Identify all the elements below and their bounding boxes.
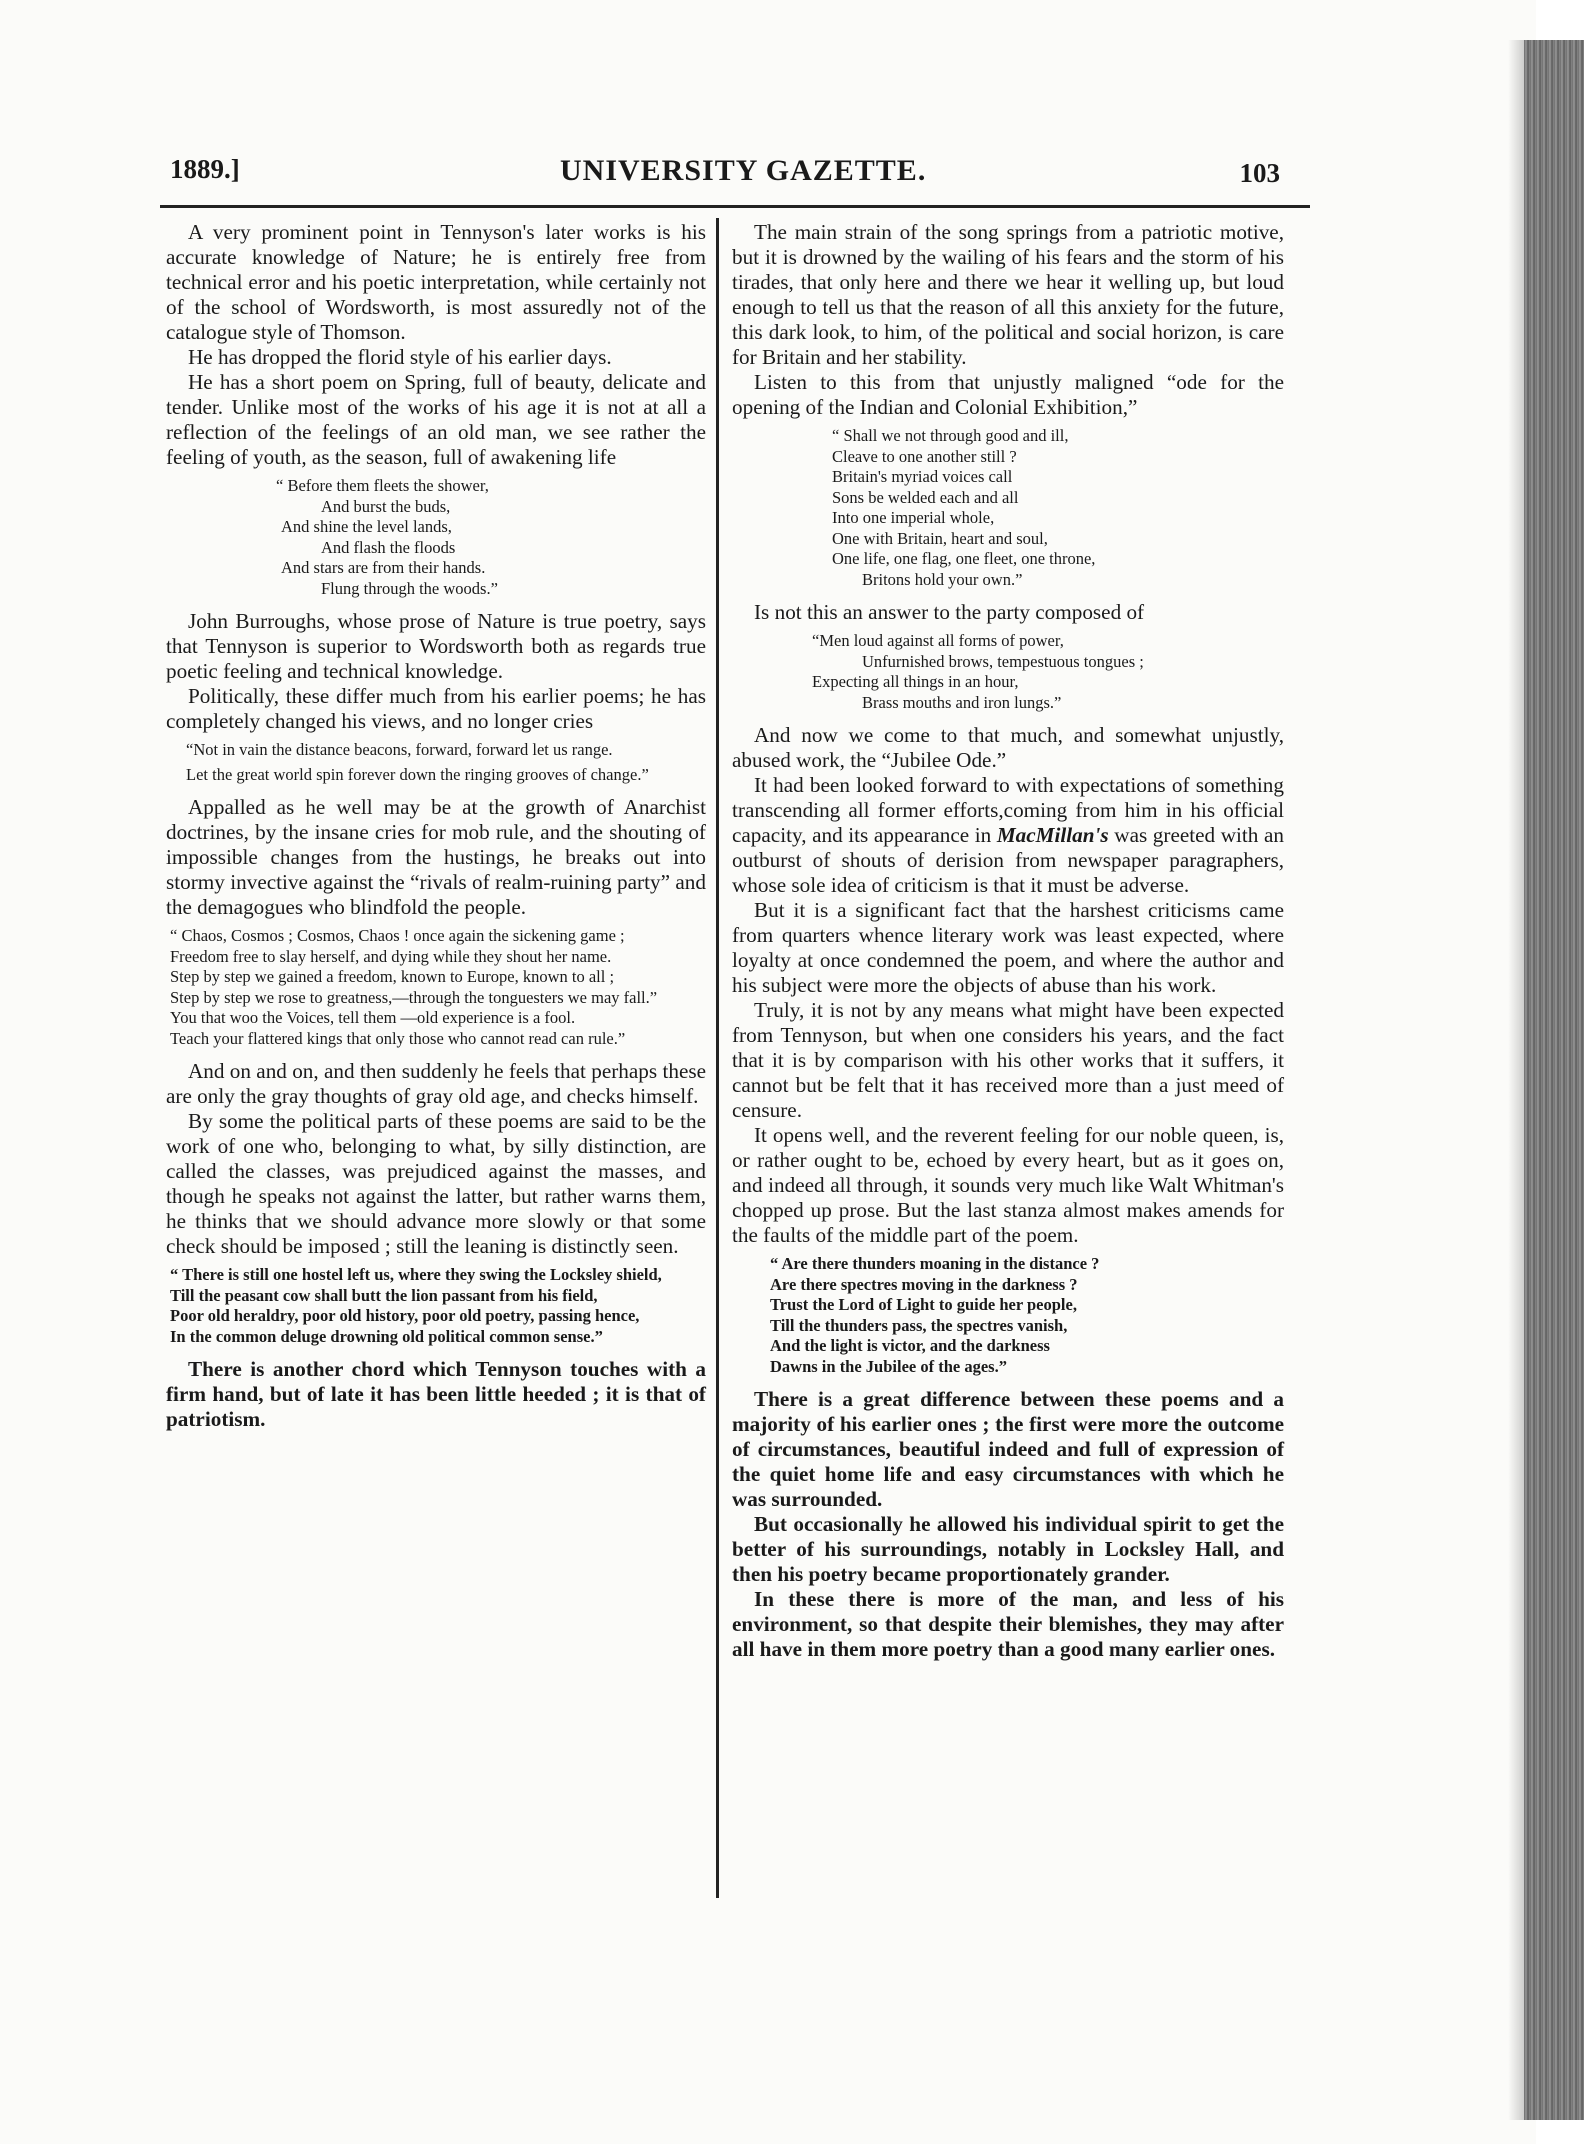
paragraph: And now we come to that much, and somewhat unjustly, abused work, the “Jubilee Ode.” — [732, 723, 1284, 772]
poem-quote — [166, 926, 706, 1049]
poem-line: In the common deluge drowning old political common sense.” — [170, 1326, 603, 1346]
paragraph — [732, 773, 1284, 898]
poem-line: Dawns in the Jubilee of the ages.” — [770, 1356, 1007, 1376]
poem-quote — [166, 476, 706, 599]
header-year: 1889.] — [170, 154, 240, 184]
poem-line: Step by step we rose to greatness,—through the tonguesters we may fall.” — [170, 987, 658, 1007]
poem-line: Expecting all things in an hour, — [812, 672, 1019, 691]
poem-line: Into one imperial whole, — [832, 508, 995, 527]
paragraph: But it is a significant fact that the harshest criticisms came from quarters whence literary work was least expected, where loyalty at once condemned the poem, and where the author and his subject were more the objects of abuse than his work. — [732, 898, 1284, 997]
poem-quote — [166, 1265, 706, 1347]
poem-line: Brass mouths and iron lungs.” — [862, 692, 1062, 712]
poem-line: And burst the buds, — [321, 496, 451, 516]
paragraph: By some the political parts of these poems are said to be the work of one who, belonging to what, by silly distinction, are called the classes, was prejudiced against the masses, and though he speaks not against the latter, but rather warns them, he thinks that we should advance more slowly or that some check should be imposed ; still the leaning is distinctly seen. — [166, 1109, 706, 1258]
poem-quote — [732, 631, 1284, 713]
poem-line: Flung through the woods.” — [321, 578, 498, 598]
paragraph: Listen to this from that unjustly maligned “ode for the opening of the Indian and Colonial Exhibition,” — [732, 370, 1284, 419]
poem-line: “Men loud against all forms of power, — [812, 631, 1064, 650]
poem-line: And stars are from their hands. — [281, 558, 486, 577]
poem-line: Britain's myriad voices call — [832, 467, 1013, 486]
poem-line: You that woo the Voices, tell them —old experience is a fool. — [170, 1008, 576, 1027]
poem-line: Till the peasant cow shall butt the lion passant from his field, — [170, 1285, 598, 1305]
paragraph: He has dropped the florid style of his earlier days. — [188, 345, 612, 369]
poem-line: “Not in vain the distance beacons, forward, forward let us range. — [186, 740, 613, 759]
paragraph: And on and on, and then suddenly he feels that perhaps these are only the gray thoughts of gray old age, and checks himself. — [166, 1059, 706, 1108]
paragraph-text: It had been looked forward to with expectations of something transcending all former efforts,coming from him in his official capacity, and its appearance in — [732, 773, 1284, 847]
paragraph: There is another chord which Tennyson touches with a firm hand, but of late it has been little heeded ; it is that of patriotism. — [166, 1357, 706, 1431]
poem-line: “ Shall we not through good and ill, — [832, 426, 1069, 445]
poem-line: Let the great world spin forever down the ringing grooves of change.” — [186, 764, 649, 784]
paragraph-text: was greeted with an outburst of shouts of derision from newspaper paragraphers, whose sole idea of criticism is that it must be adverse. — [732, 823, 1284, 897]
paragraph: Politically, these differ much from his earlier poems; he has completely changed his views, and no longer cries — [166, 684, 706, 733]
paragraph: He has a short poem on Spring, full of beauty, delicate and tender. Unlike most of the works of his age it is not at all a reflection of the feelings of an old man, we see rather the feeling of youth, as the season, full of awakening life — [166, 370, 706, 469]
book-page-edges — [1524, 40, 1584, 2120]
poem-line: Till the thunders pass, the spectres vanish, — [770, 1315, 1068, 1335]
poem-line: And shine the level lands, — [281, 517, 452, 536]
column-divider — [716, 218, 719, 1898]
paragraph: A very prominent point in Tennyson's later works is his accurate knowledge of Nature; he is entirely free from technical error and his poetic interpretation, while certainly not of the school of Wordsworth, is most assuredly not of the catalogue style of Thomson. — [166, 220, 706, 344]
paragraph: John Burroughs, whose prose of Nature is true poetry, says that Tennyson is superior to Wordsworth both as regards true poetic feeling and technical knowledge. — [166, 609, 706, 683]
paragraph: The main strain of the song springs from a patriotic motive, but it is drowned by the wailing of his fears and the storm of his tirades, that only here and there we hear it welling up, but loud enough to tell us that the reason of all this anxiety for the future, this dark look, to him, of the political and social horizon, is care for Britain and her stability. — [732, 220, 1284, 369]
paragraph: There is a great difference between these poems and a majority of his earlier ones ; the first were more the outcome of circumstances, beautiful indeed and full of expression of the quiet home life and easy circumstances with which he was surrounded. — [732, 1387, 1284, 1511]
header-rule — [160, 205, 1310, 208]
paragraph: Appalled as he well may be at the growth of Anarchist doctrines, by the insane cries for mob rule, and the shouting of impossible changes from the hustings, he breaks out into stormy invective against the “rivals of realm-ruining party” and the demagogues who blindfold the people. — [166, 795, 706, 919]
paragraph: In these there is more of the man, and less of his environment, so that despite their blemishes, they may after all have in them more poetry than a good many earlier ones. — [732, 1587, 1284, 1661]
poem-quote — [732, 1254, 1284, 1377]
poem-line: “ There is still one hostel left us, where they swing the Locksley shield, — [170, 1265, 662, 1284]
poem-line: Trust the Lord of Light to guide her people, — [770, 1295, 1077, 1314]
right-column — [732, 220, 1284, 1662]
poem-line: Step by step we gained a freedom, known to Europe, known to all ; — [170, 967, 615, 986]
poem-quote — [732, 426, 1284, 590]
left-column — [166, 220, 706, 1432]
poem-line: “ Chaos, Cosmos ; Cosmos, Chaos ! once again the sickening game ; — [170, 926, 625, 945]
poem-line: Cleave to one another still ? — [832, 446, 1017, 466]
header-title: UNIVERSITY GAZETTE. — [560, 154, 927, 187]
poem-line: One with Britain, heart and soul, — [832, 528, 1048, 548]
paragraph: Truly, it is not by any means what might have been expected from Tennyson, but when one considers his years, and the fact that it is by comparison with his other works that it suffers, it cannot but be felt that it has received more than a just meed of censure. — [732, 998, 1284, 1122]
poem-line: Sons be welded each and all — [832, 487, 1019, 507]
poem-line: Britons hold your own.” — [862, 569, 1023, 589]
poem-line: And the light is victor, and the darkness — [770, 1336, 1050, 1355]
poem-line: One life, one flag, one fleet, one throne, — [832, 549, 1096, 568]
poem-line: Unfurnished brows, tempestuous tongues ; — [862, 651, 1144, 671]
poem-quote — [166, 740, 706, 785]
running-header — [160, 150, 1280, 200]
page-number: 103 — [1239, 158, 1280, 188]
paragraph: But occasionally he allowed his individual spirit to get the better of his surroundings, notably in Locksley Hall, and then his poetry became proportionately grander. — [732, 1512, 1284, 1586]
paragraph: Is not this an answer to the party composed of — [754, 600, 1145, 624]
italic-title: MacMillan's — [996, 823, 1109, 847]
poem-line: “ Before them fleets the shower, — [276, 476, 489, 495]
poem-line: “ Are there thunders moaning in the distance ? — [770, 1254, 1100, 1273]
poem-line: Teach your flattered kings that only those who cannot read can rule.” — [170, 1028, 626, 1048]
paragraph: It opens well, and the reverent feeling for our noble queen, is, or rather ought to be, echoed by every heart, but as it goes on, and indeed all through, it sounds very much like Walt Whitman's chopped up prose. But the last stanza almost makes amends for the faults of the middle part of the poem. — [732, 1123, 1284, 1247]
poem-line: And flash the floods — [321, 537, 456, 557]
poem-line: Freedom free to slay herself, and dying while they shout her name. — [170, 946, 612, 966]
poem-line: Poor old heraldry, poor old history, poor old poetry, passing hence, — [170, 1306, 640, 1325]
poem-line: Are there spectres moving in the darkness ? — [770, 1274, 1078, 1294]
page-gutter-shadow — [1508, 40, 1524, 2120]
